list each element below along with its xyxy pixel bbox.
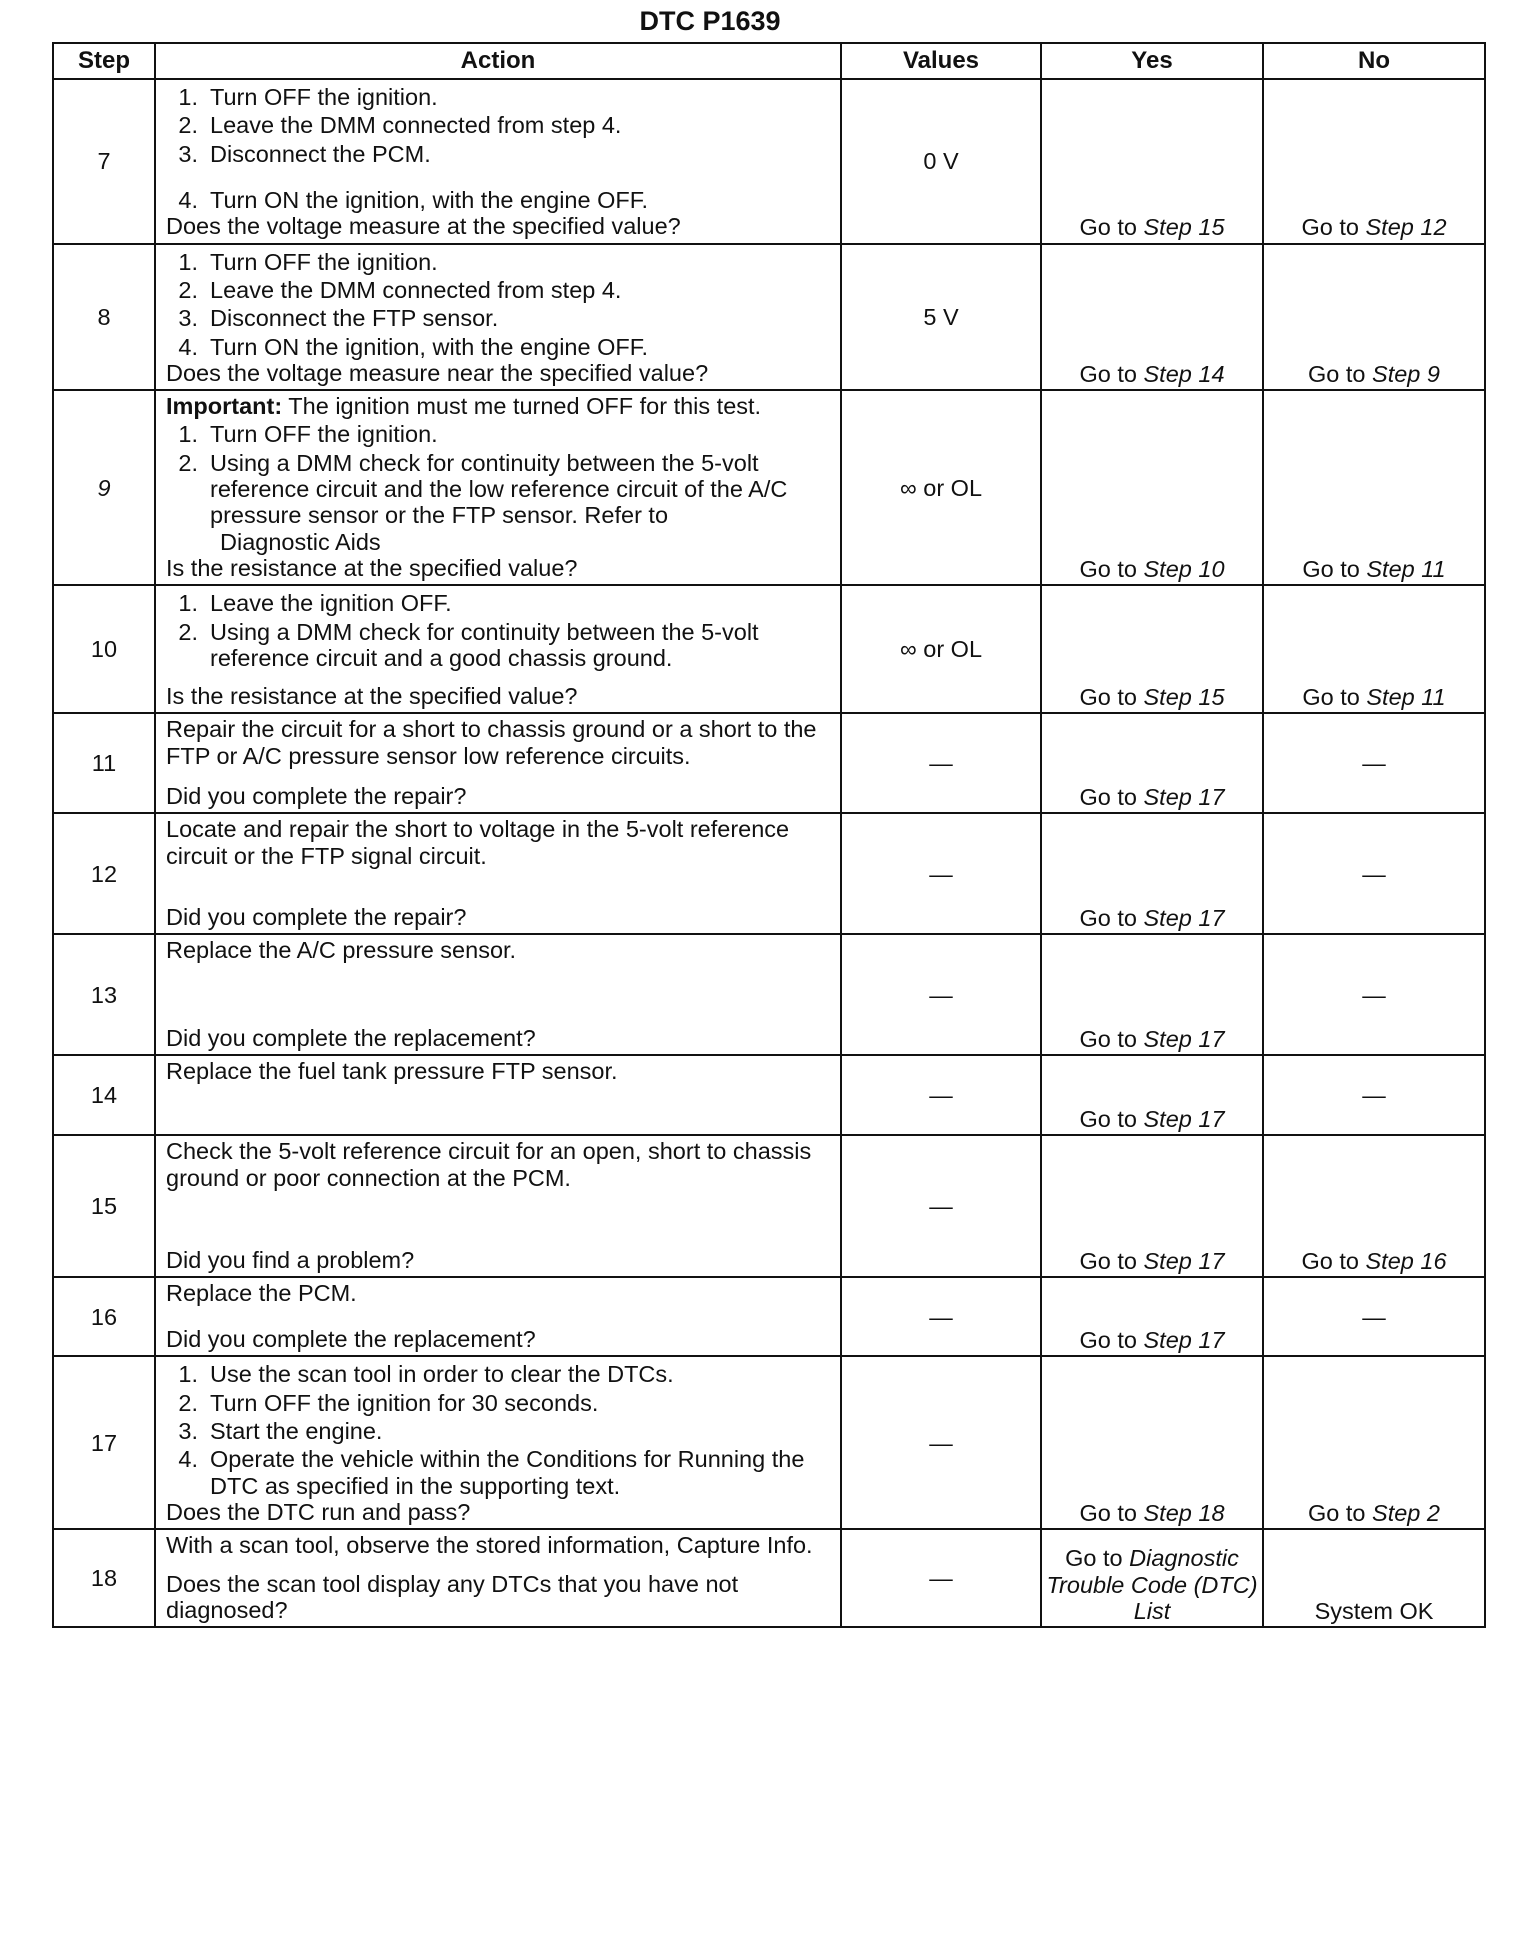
action-question: Did you complete the repair? <box>166 783 467 809</box>
yes-cell <box>1041 1277 1263 1356</box>
diagnostic-table <box>52 42 1486 1628</box>
item-number: 3. <box>178 1417 198 1444</box>
yes-cell <box>1041 1356 1263 1529</box>
goto-prefix: Go to <box>1079 905 1137 931</box>
table-row <box>53 1055 1485 1135</box>
no-cell <box>1263 585 1485 713</box>
value-cell: 5 V <box>841 244 1041 391</box>
no-cell <box>1263 390 1485 585</box>
step-number: 10 <box>53 585 155 713</box>
action-cell <box>155 1529 841 1627</box>
goto-prefix: Go to <box>1079 1499 1137 1526</box>
action-cell <box>155 1055 841 1135</box>
action-question: Does the voltage measure at the specified value? <box>166 213 681 240</box>
action-question: Did you complete the repair? <box>166 904 467 930</box>
step-number: 12 <box>53 813 155 934</box>
action-question: Does the DTC run and pass? <box>166 1498 471 1525</box>
header-action: Action <box>155 43 841 79</box>
item-extra: Diagnostic Aids <box>220 528 381 555</box>
value-cell: ∞ or OL <box>841 585 1041 713</box>
table-row <box>53 1356 1485 1529</box>
action-cell <box>155 1135 841 1277</box>
no-cell <box>1263 79 1485 244</box>
yes-cell <box>1041 813 1263 934</box>
table-row <box>53 934 1485 1055</box>
item-number: 4. <box>178 333 198 360</box>
goto-prefix: Go to <box>1079 1106 1137 1132</box>
item-number: 3. <box>178 140 198 167</box>
action-cell <box>155 244 841 391</box>
header-values: Values <box>841 43 1041 79</box>
item-text: Leave the DMM connected from step 4. <box>210 112 622 139</box>
list-item <box>166 1361 834 1387</box>
item-text: Use the scan tool in order to clear the DTCs. <box>210 1361 674 1388</box>
step-number: 16 <box>53 1277 155 1356</box>
item-number: 4. <box>178 186 198 213</box>
item-text: Using a DMM check for continuity between the 5-volt reference circuit and a good chassis ground. <box>210 618 759 671</box>
action-text: Repair the circuit for a short to chassis ground or a short to the FTP or A/C pressure sensor low reference circuits. <box>166 716 817 769</box>
step-number: 8 <box>53 244 155 391</box>
action-question: Did you find a problem? <box>166 1247 415 1273</box>
goto-target: Step 15 <box>1143 684 1225 710</box>
list-item <box>166 141 834 167</box>
yes-cell <box>1041 585 1263 713</box>
value-cell: ∞ or OL <box>841 390 1041 585</box>
item-number: 2. <box>178 618 198 645</box>
action-cell <box>155 1356 841 1529</box>
table-row <box>53 244 1485 391</box>
list-item <box>166 277 834 303</box>
table-row <box>53 813 1485 934</box>
action-cell <box>155 1277 841 1356</box>
value-cell: — <box>841 1277 1041 1356</box>
action-question: Does the voltage measure near the specified value? <box>166 359 709 386</box>
important-text: The ignition must me turned OFF for this test. <box>282 393 762 420</box>
yes-cell <box>1041 244 1263 391</box>
yes-cell <box>1041 1529 1263 1627</box>
item-text: Turn ON the ignition, with the engine OFF. <box>210 333 649 360</box>
item-number: 2. <box>178 112 198 139</box>
item-number: 2. <box>178 449 198 476</box>
list-item <box>166 187 834 213</box>
goto-prefix: Go to <box>1308 1499 1366 1526</box>
value-cell: — <box>841 934 1041 1055</box>
goto-target: Step 17 <box>1143 905 1225 931</box>
goto-prefix: Go to <box>1308 360 1366 387</box>
goto-target: Step 17 <box>1143 1248 1225 1274</box>
list-item <box>166 1446 834 1499</box>
item-text: Leave the DMM connected from step 4. <box>210 276 622 303</box>
goto-target: Step 18 <box>1143 1499 1225 1526</box>
item-number: 1. <box>178 84 198 110</box>
action-question: Did you complete the replacement? <box>166 1025 536 1051</box>
value-cell: 0 V <box>841 79 1041 244</box>
item-text: Start the engine. <box>210 1417 383 1444</box>
list-item <box>166 619 834 672</box>
no-cell: — <box>1263 934 1485 1055</box>
goto-target: Step 17 <box>1143 1026 1225 1052</box>
value-cell: — <box>841 1529 1041 1627</box>
header-no: No <box>1263 43 1485 79</box>
item-number: 1. <box>178 421 198 448</box>
goto-target: Step 11 <box>1366 556 1446 582</box>
goto-target: Step 16 <box>1365 1248 1447 1274</box>
goto-target: Step 17 <box>1143 784 1225 810</box>
no-cell <box>1263 1135 1485 1277</box>
item-number: 1. <box>178 248 198 275</box>
value-cell: — <box>841 1135 1041 1277</box>
action-question: Is the resistance at the specified value? <box>166 683 578 709</box>
step-number: 14 <box>53 1055 155 1135</box>
list-item <box>166 84 834 110</box>
action-cell <box>155 713 841 813</box>
yes-cell <box>1041 1135 1263 1277</box>
table-row <box>53 585 1485 713</box>
yes-cell <box>1041 1055 1263 1135</box>
goto-target: Step 17 <box>1143 1327 1225 1353</box>
goto-target: Step 11 <box>1366 684 1446 710</box>
header-yes: Yes <box>1041 43 1263 79</box>
goto-target: Step 9 <box>1372 360 1440 387</box>
item-number: 1. <box>178 1361 198 1388</box>
action-text: Locate and repair the short to voltage in the 5-volt reference circuit or the FTP signal circuit. <box>166 816 790 869</box>
step-number: 9 <box>53 390 155 585</box>
step-number: 7 <box>53 79 155 244</box>
action-text: Replace the fuel tank pressure FTP sensor. <box>166 1058 618 1085</box>
step-number: 13 <box>53 934 155 1055</box>
item-text: Disconnect the FTP sensor. <box>210 305 499 332</box>
step-number: 18 <box>53 1529 155 1627</box>
value-cell: — <box>841 1356 1041 1529</box>
goto-prefix: Go to <box>1079 1327 1137 1353</box>
action-cell <box>155 934 841 1055</box>
action-question: Does the scan tool display any DTCs that you have not diagnosed? <box>166 1570 739 1623</box>
item-text: Turn OFF the ignition. <box>210 84 438 110</box>
no-cell: System OK <box>1263 1529 1485 1627</box>
goto-target: Diagnostic Trouble Code (DTC) List <box>1046 1545 1258 1624</box>
header-step: Step <box>53 43 155 79</box>
item-text: Disconnect the PCM. <box>210 140 431 167</box>
list-item <box>166 590 834 616</box>
item-text: Turn OFF the ignition for 30 seconds. <box>210 1389 599 1416</box>
table-row <box>53 1135 1485 1277</box>
no-cell <box>1263 1356 1485 1529</box>
goto-target: Step 14 <box>1143 360 1225 387</box>
action-question: Did you complete the replacement? <box>166 1326 536 1352</box>
goto-prefix: Go to <box>1079 1026 1137 1052</box>
goto-target: Step 2 <box>1372 1499 1440 1526</box>
goto-prefix: Go to <box>1302 556 1360 582</box>
goto-target: Step 15 <box>1143 214 1225 241</box>
step-number: 15 <box>53 1135 155 1277</box>
action-question: Is the resistance at the specified value? <box>166 555 578 581</box>
value-cell: — <box>841 713 1041 813</box>
item-text: Operate the vehicle within the Conditions for Running the DTC as specified in the supporting text. <box>210 1446 805 1499</box>
goto-prefix: Go to <box>1301 1248 1359 1274</box>
yes-cell <box>1041 79 1263 244</box>
goto-prefix: Go to <box>1079 214 1137 241</box>
table-row <box>53 1529 1485 1627</box>
goto-target: Step 10 <box>1143 556 1225 582</box>
header-row <box>53 43 1485 79</box>
table-row <box>53 79 1485 244</box>
list-item <box>166 334 834 360</box>
item-text: Turn OFF the ignition. <box>210 248 438 275</box>
list-item <box>166 249 834 275</box>
action-text: Replace the PCM. <box>166 1280 357 1307</box>
list-item <box>166 1390 834 1416</box>
goto-target: Step 12 <box>1365 214 1447 241</box>
item-text: Turn OFF the ignition. <box>210 421 438 448</box>
goto-prefix: Go to <box>1079 784 1137 810</box>
step-number: 17 <box>53 1356 155 1529</box>
table-row <box>53 390 1485 585</box>
item-text: Turn ON the ignition, with the engine OFF. <box>210 186 649 213</box>
page-title: DTC P1639 <box>639 6 781 36</box>
value-cell: — <box>841 1055 1041 1135</box>
action-cell <box>155 79 841 244</box>
goto-prefix: Go to <box>1079 556 1137 582</box>
step-number: 11 <box>53 713 155 813</box>
list-item <box>166 112 834 138</box>
important-note <box>166 393 834 419</box>
goto-prefix: Go to <box>1302 684 1360 710</box>
item-number: 3. <box>178 305 198 332</box>
goto-prefix: Go to <box>1079 360 1137 387</box>
value-cell: — <box>841 813 1041 934</box>
item-number: 1. <box>178 590 198 617</box>
yes-cell <box>1041 390 1263 585</box>
action-cell <box>155 585 841 713</box>
goto-prefix: Go to <box>1065 1545 1123 1572</box>
table-row <box>53 713 1485 813</box>
no-cell: — <box>1263 1055 1485 1135</box>
item-number: 2. <box>178 276 198 303</box>
no-cell: — <box>1263 813 1485 934</box>
no-cell <box>1263 244 1485 391</box>
action-cell <box>155 390 841 585</box>
table-row <box>53 1277 1485 1356</box>
list-item <box>166 450 834 529</box>
item-number: 2. <box>178 1389 198 1416</box>
no-cell: — <box>1263 1277 1485 1356</box>
action-text: With a scan tool, observe the stored information, Capture Info. <box>166 1532 813 1559</box>
action-text: Check the 5-volt reference circuit for an open, short to chassis ground or poor connection at the PCM. <box>166 1138 812 1191</box>
goto-prefix: Go to <box>1301 214 1359 241</box>
item-text: Leave the ignition OFF. <box>210 590 452 617</box>
list-item <box>166 421 834 447</box>
item-text: Using a DMM check for continuity between the 5-volt reference circuit and the low reference circuit of the A/C pressure sensor or the FTP sensor. Refer to <box>210 449 788 529</box>
list-item <box>166 1418 834 1444</box>
goto-target: Step 17 <box>1143 1106 1225 1132</box>
yes-cell <box>1041 934 1263 1055</box>
important-label: Important: <box>166 393 283 420</box>
yes-cell <box>1041 713 1263 813</box>
item-number: 4. <box>178 1446 198 1473</box>
goto-prefix: Go to <box>1079 684 1137 710</box>
action-cell <box>155 813 841 934</box>
action-text: Replace the A/C pressure sensor. <box>166 937 517 964</box>
no-cell: — <box>1263 713 1485 813</box>
goto-prefix: Go to <box>1079 1248 1137 1274</box>
list-item <box>166 305 834 331</box>
